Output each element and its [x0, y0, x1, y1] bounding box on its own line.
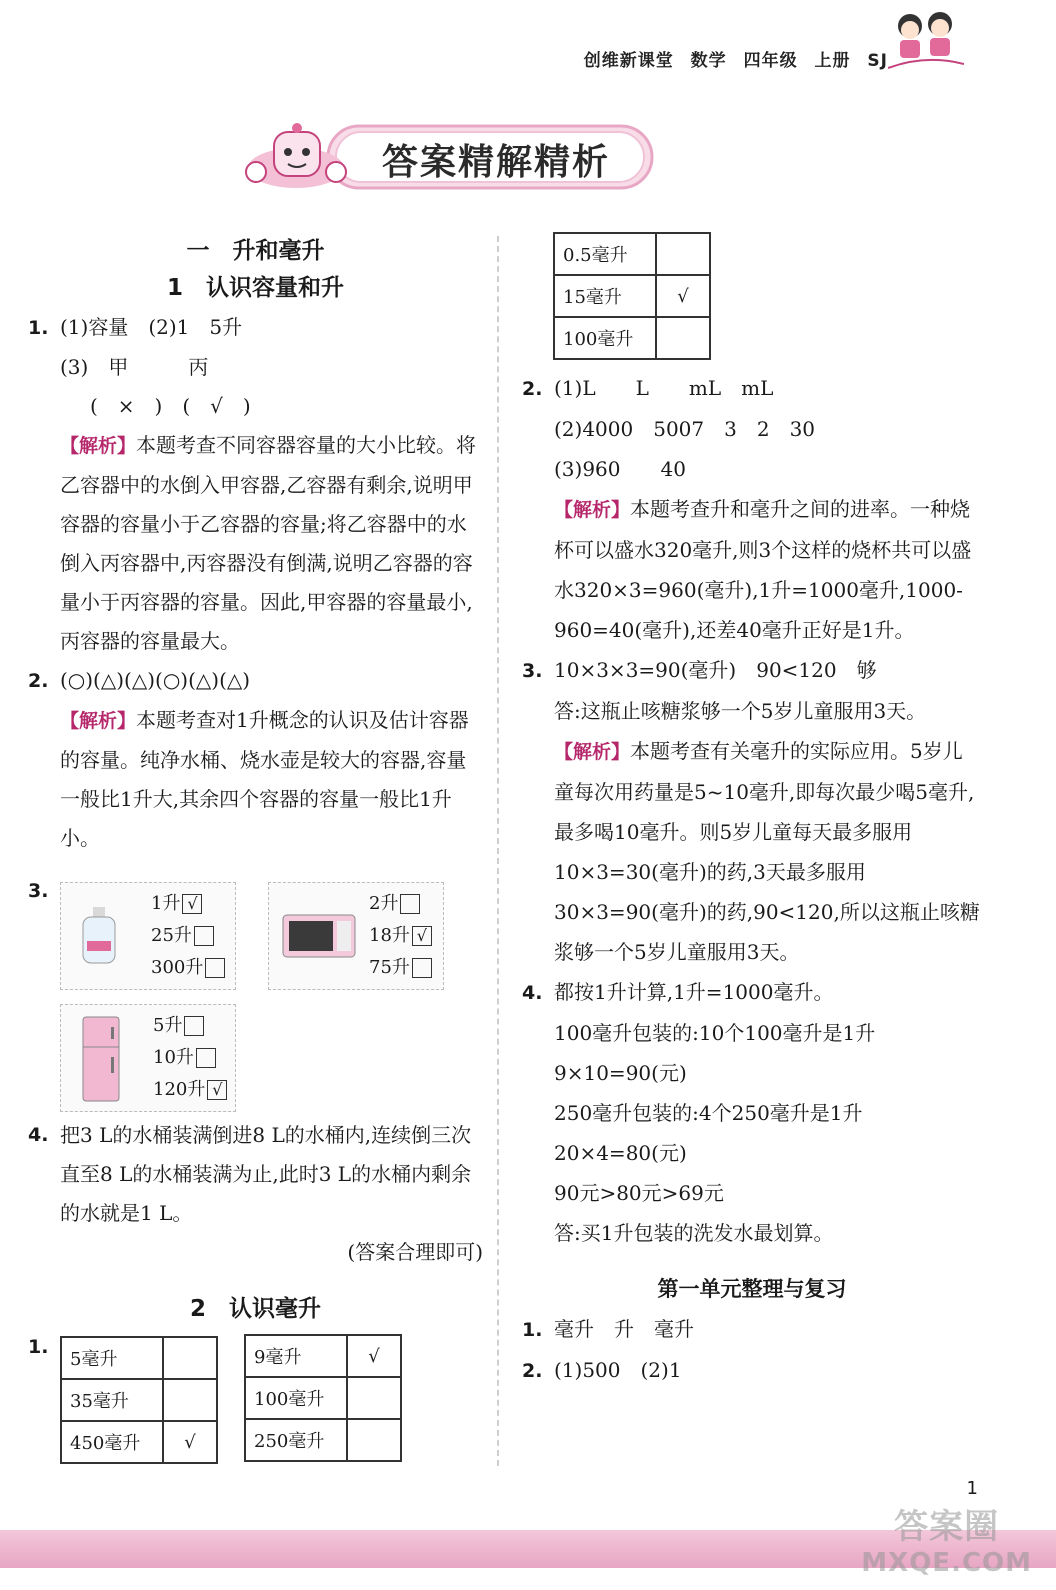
answer-line: 10×3×3=90(毫升) 90<120 够 [554, 658, 877, 682]
answer-line: (2)4000 5007 3 2 30 [554, 417, 816, 441]
analysis [522, 731, 982, 972]
answer-line: 9×10=90(元) [554, 1061, 687, 1085]
question-4 [522, 972, 982, 1013]
table-row [245, 1419, 401, 1461]
question-number: 2. [522, 378, 543, 400]
answer-line: 100毫升包装的:10个100毫升是1升 [554, 1021, 876, 1045]
header-edition: SJ [867, 51, 888, 71]
table-cell: 450毫升 [61, 1421, 163, 1463]
table-cell: 100毫升 [554, 317, 656, 359]
header-grade: 四年级 [743, 51, 798, 71]
section-banner [232, 120, 660, 198]
table-cell: 5毫升 [61, 1337, 163, 1379]
table-cell: 250毫升 [245, 1419, 347, 1461]
table-row [61, 1337, 217, 1379]
answer-line: 90元>80元>69元 [554, 1181, 724, 1205]
column-divider [497, 236, 499, 1466]
water-bottle-icon [77, 905, 121, 969]
question-number: 2. [522, 1360, 543, 1382]
option-label: 5升 [153, 1015, 183, 1036]
question-2 [28, 661, 483, 701]
mascot-illustration-icon [888, 4, 964, 74]
checkbox [205, 958, 225, 978]
answer-table [244, 1334, 402, 1462]
question-number: 3. [522, 660, 543, 682]
answer-line: ( × ) ( √ ) [90, 394, 251, 418]
fridge-icon [79, 1015, 123, 1103]
watermark [861, 1499, 1032, 1578]
analysis [28, 701, 483, 858]
analysis-label: 【解析】 [554, 741, 631, 763]
question-3 [522, 650, 982, 691]
question-3-number: 3. [28, 880, 49, 902]
option-label: 10升 [153, 1047, 194, 1068]
answer-line: (3) 甲 丙 [60, 355, 209, 379]
review-title: 第一单元整理与复习 [657, 1277, 847, 1301]
table-cell: 15毫升 [554, 275, 656, 317]
option-label: 1升 [151, 893, 181, 914]
table-cell: √ [656, 275, 710, 317]
answer-table [553, 232, 711, 360]
table-row [61, 1379, 217, 1421]
analysis-text: 本题考查有关毫升的实际应用。5岁儿童每次用药量是5~10毫升,即每次最少喝5毫升,最多喝10毫升。则5岁儿童每天最多服用10×3=30(毫升)的药,3天最多服用30×3=90(毫升)的药,90<120,所以这瓶止咳糖浆够一个5岁儿童服用3天。 [554, 739, 980, 964]
answer-line: 20×4=80(元) [554, 1141, 687, 1165]
question-number: 2. [28, 670, 49, 692]
table-row [554, 317, 710, 359]
checkbox: √ [182, 894, 202, 914]
table-cell [347, 1377, 401, 1419]
question-4 [28, 1116, 483, 1272]
picture-box-microwave [268, 882, 444, 990]
option-label: 2升 [369, 893, 399, 914]
checkbox [196, 1048, 216, 1068]
review-question-2 [522, 1350, 982, 1391]
table-cell: 100毫升 [245, 1377, 347, 1419]
table-row [245, 1377, 401, 1419]
analysis-text: 本题考查对1升概念的认识及估计容器的容量。纯净水桶、烧水壶是较大的容器,容量一般比1升大,其余四个容器的容量一般比1升小。 [60, 708, 469, 850]
answer-line: (○)(△)(△)(○)(△)(△) [60, 668, 251, 692]
option-label: 25升 [151, 925, 192, 946]
header-term: 上册 [814, 51, 851, 71]
checkbox [184, 1016, 204, 1036]
header-brand: 创维新课堂 [583, 51, 674, 71]
answer-line: 都按1升计算,1升=1000毫升。 [554, 980, 834, 1004]
right-column [522, 368, 982, 1391]
table-cell: 9毫升 [245, 1335, 347, 1377]
picture-box-water-bottle [60, 882, 236, 990]
table-cell: √ [163, 1421, 217, 1463]
picture-box-fridge [60, 1004, 236, 1112]
table-cell: 35毫升 [61, 1379, 163, 1421]
analysis-label: 【解析】 [60, 710, 137, 732]
analysis-text: 本题考查升和毫升之间的进率。一种烧杯可以盛水320毫升,则3个这样的烧杯共可以盛水320×3=960(毫升),1升=1000毫升,1000-960=40(毫升),还差40毫升正好是1升。 [554, 497, 972, 642]
answer-line: 250毫升包装的:4个250毫升是1升 [554, 1101, 863, 1125]
checkbox: √ [207, 1080, 227, 1100]
answer-line: (1)L L mL mL [554, 376, 774, 400]
lesson-title: 1 认识容量和升 [166, 275, 344, 301]
running-header [574, 46, 888, 71]
table-cell [656, 317, 710, 359]
analysis-text: 本题考查不同容器容量的大小比较。将乙容器中的水倒入甲容器,乙容器有剩余,说明甲容器的容量小于乙容器的容量;将乙容器中的水倒入丙容器中,丙容器没有倒满,说明乙容器的容量小于丙容器的容量。因此,甲容器的容量最小,丙容器的容量最大。 [60, 433, 477, 653]
analysis-label: 【解析】 [60, 435, 137, 457]
option-label: 18升 [369, 925, 410, 946]
question-2 [522, 368, 982, 409]
question-number: 1. [522, 1319, 543, 1341]
option-label: 75升 [369, 957, 410, 978]
question-number: 4. [522, 982, 543, 1004]
checkbox [194, 926, 214, 946]
analysis [522, 489, 982, 650]
page-number: 1 [966, 1478, 978, 1499]
header-subject: 数学 [690, 51, 727, 71]
analysis [28, 426, 483, 661]
table-row [61, 1421, 217, 1463]
answer-table [60, 1336, 218, 1464]
table-cell: 0.5毫升 [554, 233, 656, 275]
answer-note: (答案合理即可) [347, 1240, 483, 1264]
microwave-icon [281, 911, 357, 961]
watermark-logo: 答案圈 [894, 1507, 1000, 1547]
option-label: 120升 [153, 1079, 206, 1100]
answer-line: 答:买1升包装的洗发水最划算。 [554, 1221, 834, 1245]
table-cell [163, 1337, 217, 1379]
option-label: 300升 [151, 957, 204, 978]
question-1 [28, 308, 483, 348]
table-row [554, 233, 710, 275]
checkbox [400, 894, 420, 914]
table-cell [656, 233, 710, 275]
lesson-title: 2 认识毫升 [189, 1296, 321, 1322]
answer-line: 毫升 升 毫升 [554, 1317, 694, 1341]
answer-line: 答:这瓶止咳糖浆够一个5岁儿童服用3天。 [554, 699, 927, 723]
table-cell [163, 1379, 217, 1421]
checkbox [412, 958, 432, 978]
checkbox: √ [412, 926, 432, 946]
question-number: 4. [28, 1124, 49, 1146]
answer-line: (3)960 40 [554, 457, 686, 481]
question-number: 1. [28, 1336, 49, 1358]
table-row [554, 275, 710, 317]
question-number: 1. [28, 317, 49, 339]
banner-title: 答案精解精析 [382, 142, 611, 183]
table-cell: √ [347, 1335, 401, 1377]
watermark-url: MXQE.COM [861, 1548, 1032, 1578]
table-cell [347, 1419, 401, 1461]
unit-title: 一 升和毫升 [186, 238, 325, 264]
left-column [28, 228, 483, 858]
answer-line: (1)容量 (2)1 5升 [60, 315, 243, 339]
analysis-label: 【解析】 [554, 499, 631, 521]
table-row [245, 1335, 401, 1377]
answer-text: 把3 L的水桶装满倒进8 L的水桶内,连续倒三次直至8 L的水桶装满为止,此时3 L的水桶内剩余的水就是1 L。 [60, 1123, 472, 1225]
review-question-1 [522, 1309, 982, 1350]
answer-line: (1)500 (2)1 [554, 1358, 682, 1382]
